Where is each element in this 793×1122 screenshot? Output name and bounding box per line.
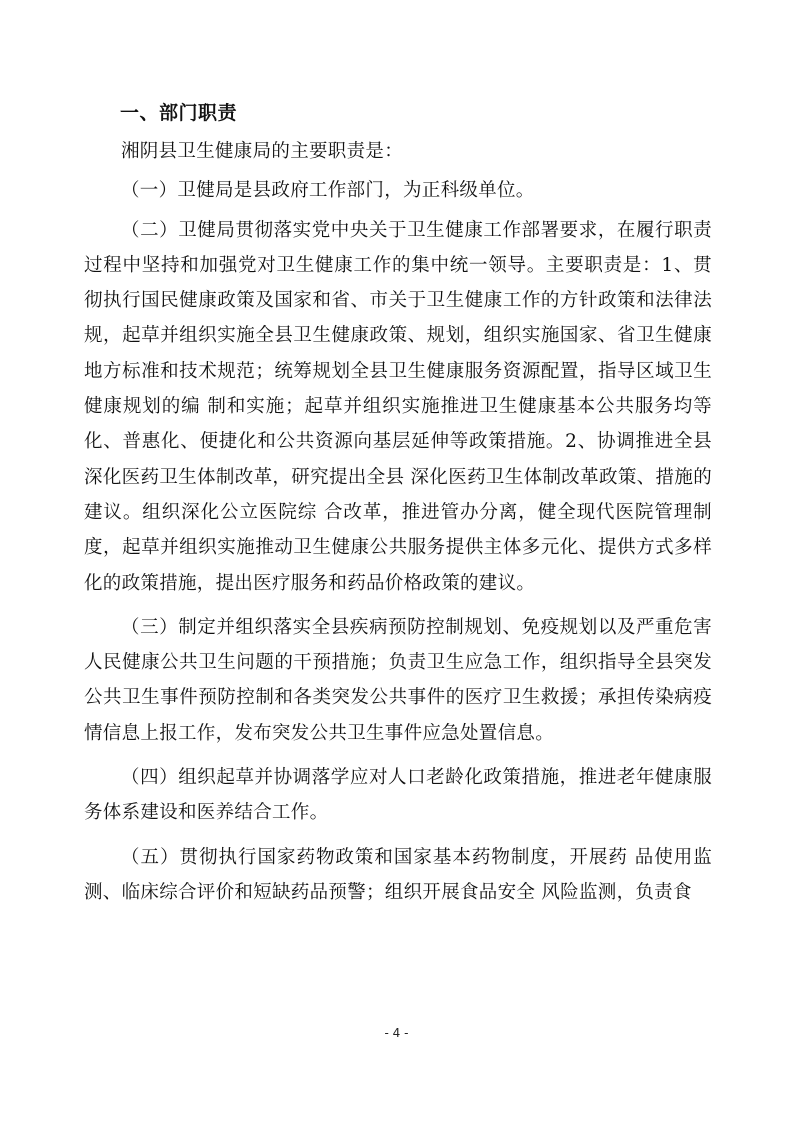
- paragraph-item-1: （一）卫健局是县政府工作部门，为正科级单位。: [121, 180, 535, 202]
- paragraph-item-5: （五）贯彻执行国家药物政策和国家基本药物制度，开展药 品使用监测、临床综合评价和短缺药品预警；组织开展食品安全 风险监测，负责食: [84, 846, 712, 903]
- paragraph-item-3: （三）制定并组织落实全县疾病预防控制规划、免疫规划以及严重危害人民健康公共卫生问题的干预措施；负责卫生应急工作，组织指导全县突发公共卫生事件预防控制和各类突发公共事件的医疗卫生救援；承担传染病疫情信息上报工作，发布突发公共卫生事件应急处置信息。: [84, 616, 712, 744]
- page-number: - 4 -: [384, 1026, 409, 1040]
- page-content: [84, 96, 712, 919]
- section-heading: 一、部门职责: [120, 102, 238, 124]
- paragraph-intro: 湘阴县卫生健康局的主要职责是：: [121, 141, 404, 162]
- paragraph-item-4: （四）组织起草并协调落学应对人口老龄化政策措施，推进老年健康服务体系建设和医养结合工作。: [84, 767, 712, 824]
- paragraph-item-2: （二）卫健局贯彻落实党中央关于卫生健康工作部署要求，在履行职责过程中坚持和加强党对卫生健康工作的集中统一领导。主要职责是：1、贯彻执行国民健康政策及国家和省、市关于卫生健康工作的方针政策和法律法规，起草并组织实施全县卫生健康政策、规划，组织实施国家、省卫生健康地方标准和技术规范；统筹规划全县卫生健康服务资源配置，指导区域卫生健康规划的编 制和实施；起草并组织实施推进卫生健康基本公共服务均等化、普惠化、便捷化和公共资源向基层延伸等政策措施。2、协调推进全县深化医药卫生体制改革，研究提出全县 深化医药卫生体制改革政策、措施的建议。组织深化公立医院综 合改革，推进管办分离，健全现代医院管理制度，起草并组织实施推动卫生健康公共服务提供主体多元化、提供方式多样化的政策措施，提出医疗服务和药品价格政策的建议。: [84, 219, 712, 594]
